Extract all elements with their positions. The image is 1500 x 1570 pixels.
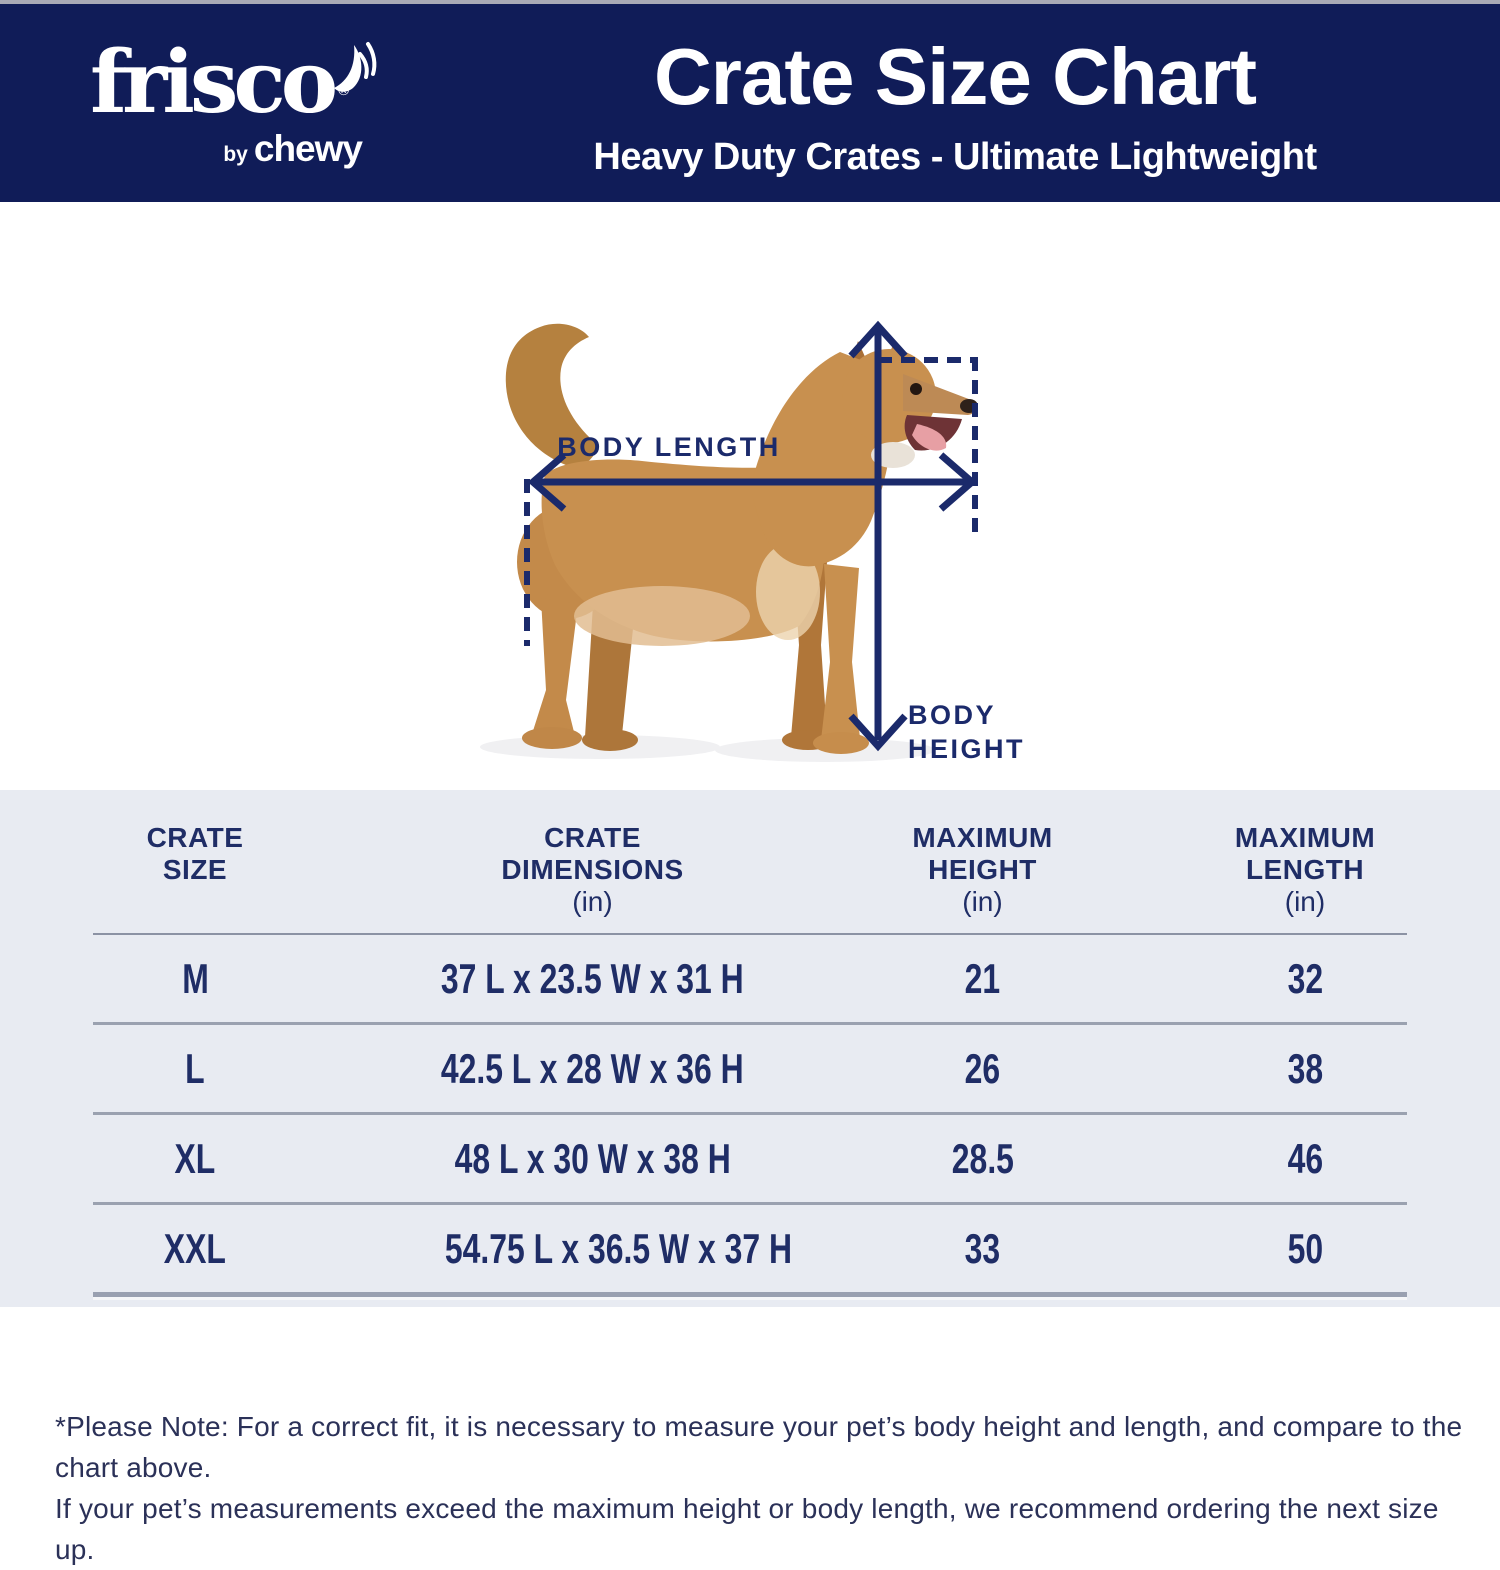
cell-max-height: 28.5 <box>951 1134 1014 1182</box>
cell-dimensions: 37 L x 23.5 W x 31 H <box>441 954 744 1002</box>
table-row <box>0 1205 1500 1292</box>
dog-rear-leg-near <box>532 598 578 734</box>
table-bottom-divider <box>93 1292 1407 1297</box>
cell-max-length: 50 <box>1287 1224 1323 1272</box>
chewy-brand-text: chewy <box>253 128 362 169</box>
frisco-brand-text: frisco <box>90 32 334 133</box>
footnote-line1: *Please Note: For a correct fit, it is necessary to measure your pet’s body height and length, and compare to the chart above. <box>55 1411 1463 1483</box>
table-header-row <box>0 790 1500 918</box>
cell-max-height: 21 <box>964 954 1001 1002</box>
table-row <box>0 935 1500 1022</box>
body-height-label-line1: BODY <box>908 700 997 730</box>
dog-illustration <box>506 324 978 754</box>
byline-by-text: by <box>223 143 248 166</box>
page-title: Crate Size Chart <box>654 32 1256 121</box>
tail-flourish-icon <box>329 36 377 98</box>
page-subtitle: Heavy Duty Crates - Ultimate Lightweight <box>593 136 1317 178</box>
column-header-maximum-length: MAXIMUM LENGTH (in) <box>1234 822 1376 917</box>
cell-size: L <box>185 1044 205 1092</box>
cell-max-height: 33 <box>964 1224 1001 1272</box>
by-chewy-byline <box>90 128 362 170</box>
dog-diagram-svg <box>0 202 1500 790</box>
cell-dimensions: 54.75 L x 36.5 W x 37 H <box>444 1224 793 1272</box>
body-height-label-line2: HEIGHT <box>908 734 1026 764</box>
cell-size: XL <box>174 1134 216 1182</box>
measurement-diagram <box>0 202 1500 790</box>
column-header-maximum-height: MAXIMUM HEIGHT (in) <box>912 822 1053 917</box>
header-titles <box>420 34 1490 179</box>
dog-front-leg-near <box>821 564 860 740</box>
footnote <box>55 1406 1470 1570</box>
header-banner <box>0 0 1500 202</box>
table-row <box>0 1025 1500 1112</box>
frisco-logo <box>90 32 390 170</box>
cell-dimensions: 48 L x 30 W x 38 H <box>454 1134 731 1182</box>
footnote-line2: If your pet’s measurements exceed the maximum height or body length, we recommend ordering the next size up. <box>55 1493 1439 1565</box>
cell-size: M <box>181 954 209 1002</box>
size-table <box>0 790 1500 1307</box>
column-header-crate-size: CRATE SIZE <box>146 822 244 885</box>
dog-eye <box>910 383 922 395</box>
top-border-strip <box>0 0 1500 4</box>
table-row <box>0 1115 1500 1202</box>
body-length-label: BODY LENGTH <box>557 432 781 462</box>
cell-max-height: 26 <box>964 1044 1001 1092</box>
cell-size: XXL <box>163 1224 227 1272</box>
cell-dimensions: 42.5 L x 28 W x 36 H <box>441 1044 744 1092</box>
cell-max-length: 38 <box>1287 1044 1323 1092</box>
cell-max-length: 32 <box>1287 954 1323 1002</box>
frisco-wordmark <box>90 32 334 133</box>
column-header-crate-dimensions: CRATE DIMENSIONS (in) <box>501 822 684 917</box>
cell-max-length: 46 <box>1287 1134 1323 1182</box>
